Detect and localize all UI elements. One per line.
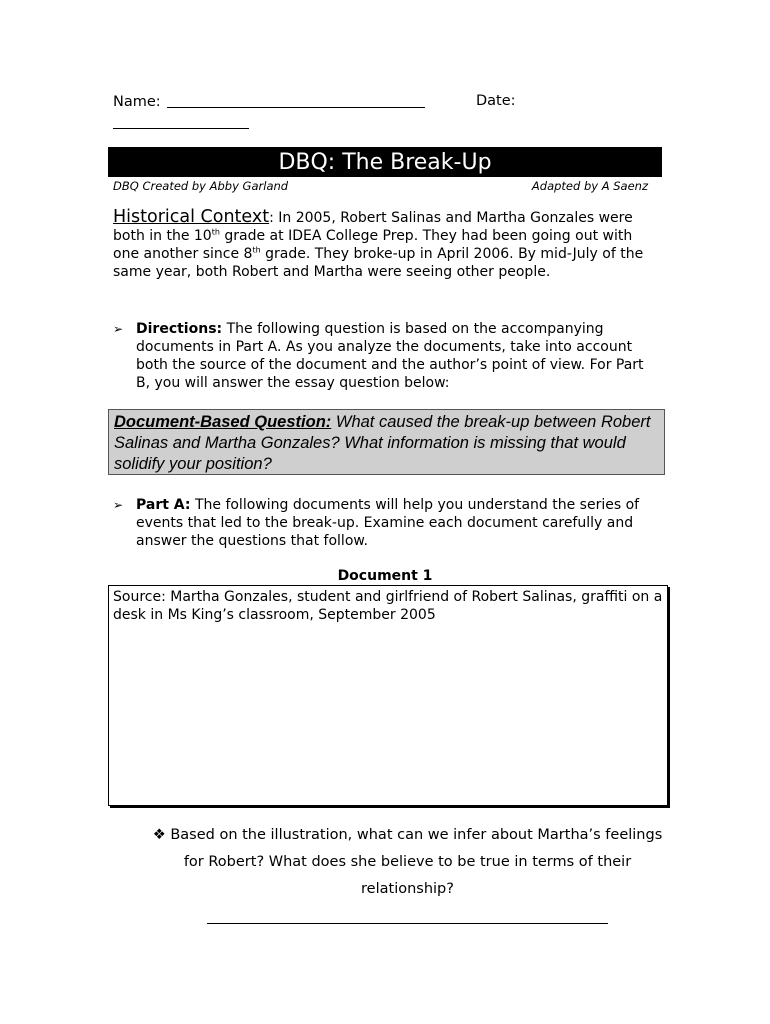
created-by-credit: DBQ Created by Abby Garland xyxy=(113,179,289,193)
name-field xyxy=(113,93,425,110)
date-blank[interactable] xyxy=(113,128,249,129)
name-blank[interactable] xyxy=(167,93,425,108)
question-1 xyxy=(150,822,665,903)
part-a-label: Part A: xyxy=(136,497,191,513)
document-1-source: Source: Martha Gonzales, student and girlfriend of Robert Salinas, graffiti on a desk in Ms King’s classroom, September 2005 xyxy=(113,589,663,623)
answer-blank[interactable] xyxy=(207,923,608,924)
context-text-2: grade at IDEA College Prep. They had been going out with one another since 8 xyxy=(113,228,633,262)
historical-context-heading: Historical Context xyxy=(113,207,270,227)
context-text-1: : In 2005, Robert Salinas and Martha Gonzales were both in the 10 xyxy=(113,210,633,244)
directions-label: Directions: xyxy=(136,321,223,337)
dbq-text: What caused the break-up between Robert Salinas and Martha Gonzales? What information is missing that would solidify your position? xyxy=(114,413,651,473)
adapted-by-credit: Adapted by A Saenz xyxy=(531,179,648,193)
context-sup-1: th xyxy=(211,227,220,237)
context-sup-2: th xyxy=(252,245,261,255)
context-text-3: grade. They broke-up in April 2006. By mid-July of the same year, both Robert and Martha were seeing other people. xyxy=(113,246,644,280)
directions-text: The following question is based on the accompanying documents in Part A. As you analyze the documents, take into account both the source of the document and the author’s point of view. For Part B, you will answer the essay question below: xyxy=(136,321,644,391)
document-1-title: Document 1 xyxy=(337,568,433,584)
date-label: Date: xyxy=(476,93,516,109)
page-title: DBQ: The Break-Up xyxy=(108,147,662,177)
document-based-question-box xyxy=(108,409,665,475)
part-a-block xyxy=(113,496,658,550)
diamond-bullet-icon: ❖ xyxy=(152,827,166,843)
part-a-text: The following documents will help you understand the series of events that led to the break-up. Examine each document carefully and answer the questions that follow. xyxy=(136,497,640,549)
arrow-bullet-icon: ➢ xyxy=(113,498,124,512)
arrow-bullet-icon: ➢ xyxy=(113,322,124,336)
name-label: Name: xyxy=(113,94,161,110)
question-1-text: Based on the illustration, what can we infer about Martha’s feelings for Robert? What does she believe to be true in terms of their relationship? xyxy=(170,827,663,897)
dbq-label: Document-Based Question: xyxy=(114,413,332,431)
document-1-box xyxy=(108,585,668,806)
directions-block xyxy=(113,320,658,392)
historical-context xyxy=(113,208,658,281)
